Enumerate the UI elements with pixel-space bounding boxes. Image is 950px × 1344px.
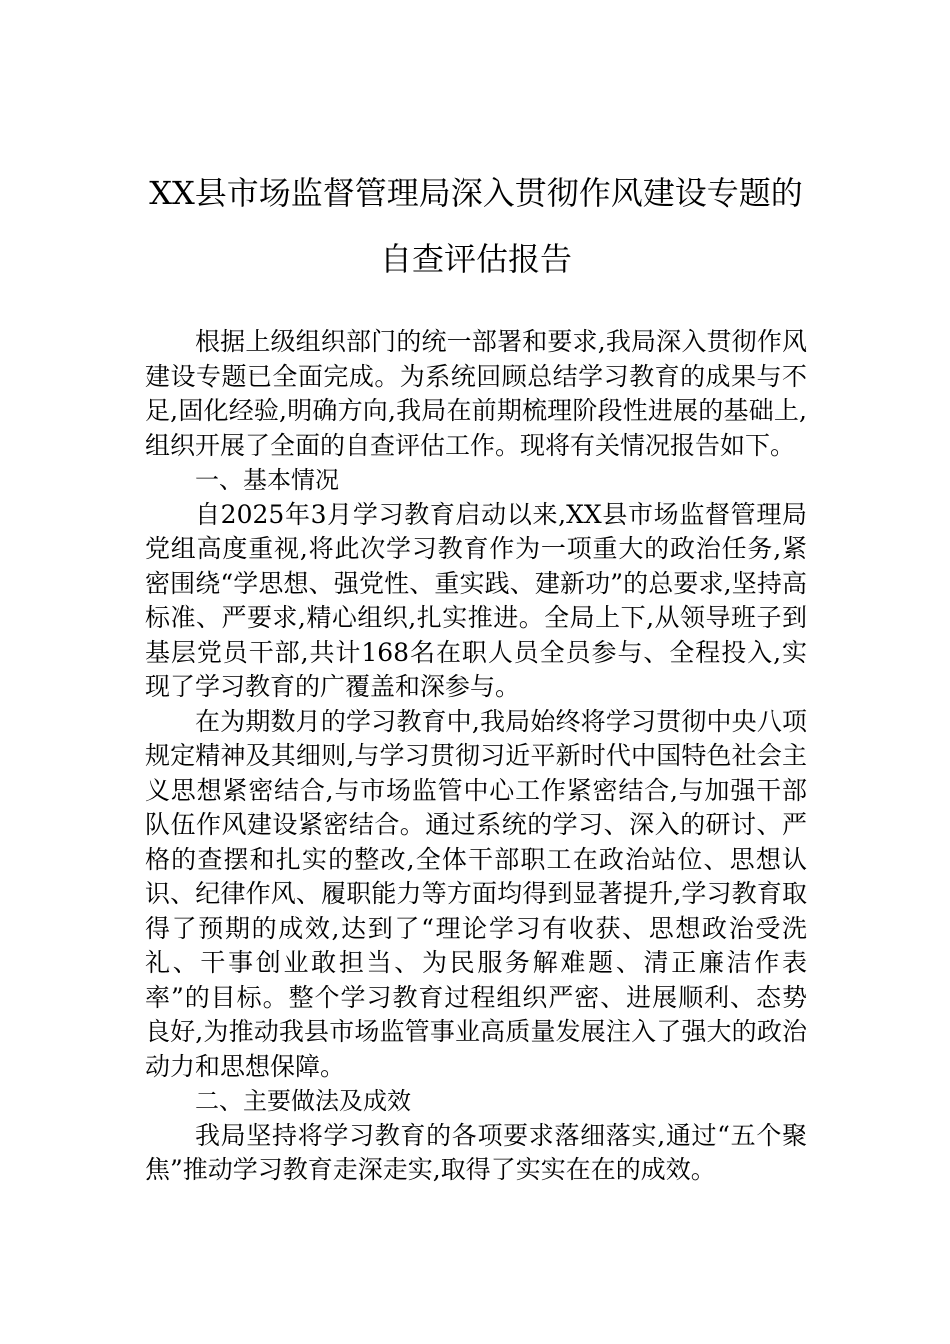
main-practices-paragraph: 我局坚持将学习教育的各项要求落细落实,通过“五个聚焦”推动学习教育走深走实,取得了实实在在的成效。 [145, 1120, 807, 1184]
intro-paragraph: 根据上级组织部门的统一部署和要求,我局深入贯彻作风建设专题已全面完成。为系统回顾总结学习教育的成果与不足,固化经验,明确方向,我局在前期梳理阶段性进展的基础上,组织开展了全面的自查评估工作。现将有关情况报告如下。 [145, 327, 807, 460]
document-body [145, 325, 807, 1188]
section-heading-basic-situation: 一、基本情况 [195, 466, 339, 494]
basic-situation-paragraph-2: 在为期数月的学习教育中,我局始终将学习贯彻中央八项规定精神及其细则,与学习贯彻习近平新时代中国特色社会主义思想紧密结合,与市场监管中心工作紧密结合,与加强干部队伍作风建设紧密结合。通过系统的学习、深入的研讨、严格的查摆和扎实的整改,全体干部职工在政治站位、思想认识、纪律作风、履职能力等方面均得到显著提升,学习教育取得了预期的成效,达到了“理论学习有收获、思想政治受洗礼、干事创业敢担当、为民服务解难题、清正廉洁作表率”的目标。整个学习教育过程组织严密、进展顺利、态势良好,为推动我县市场监管事业高质量发展注入了强大的政治动力和思想保障。 [145, 706, 807, 1081]
document-title: XX县市场监督管理局深入贯彻作风建设专题的自查评估报告 [149, 174, 803, 278]
section-heading-main-practices: 二、主要做法及成效 [195, 1087, 411, 1115]
basic-situation-paragraph-1: 自2025年3月学习教育启动以来,XX县市场监督管理局党组高度重视,将此次学习教育作为一项重大的政治任务,紧密围绕“学思想、强党性、重实践、建新功”的总要求,坚持高标准、严要求,精心组织,扎实推进。全局上下,从领导班子到基层党员干部,共计168名在职人员全员参与、全程投入,实现了学习教育的广覆盖和深参与。 [145, 499, 807, 701]
document-page [145, 160, 807, 1188]
